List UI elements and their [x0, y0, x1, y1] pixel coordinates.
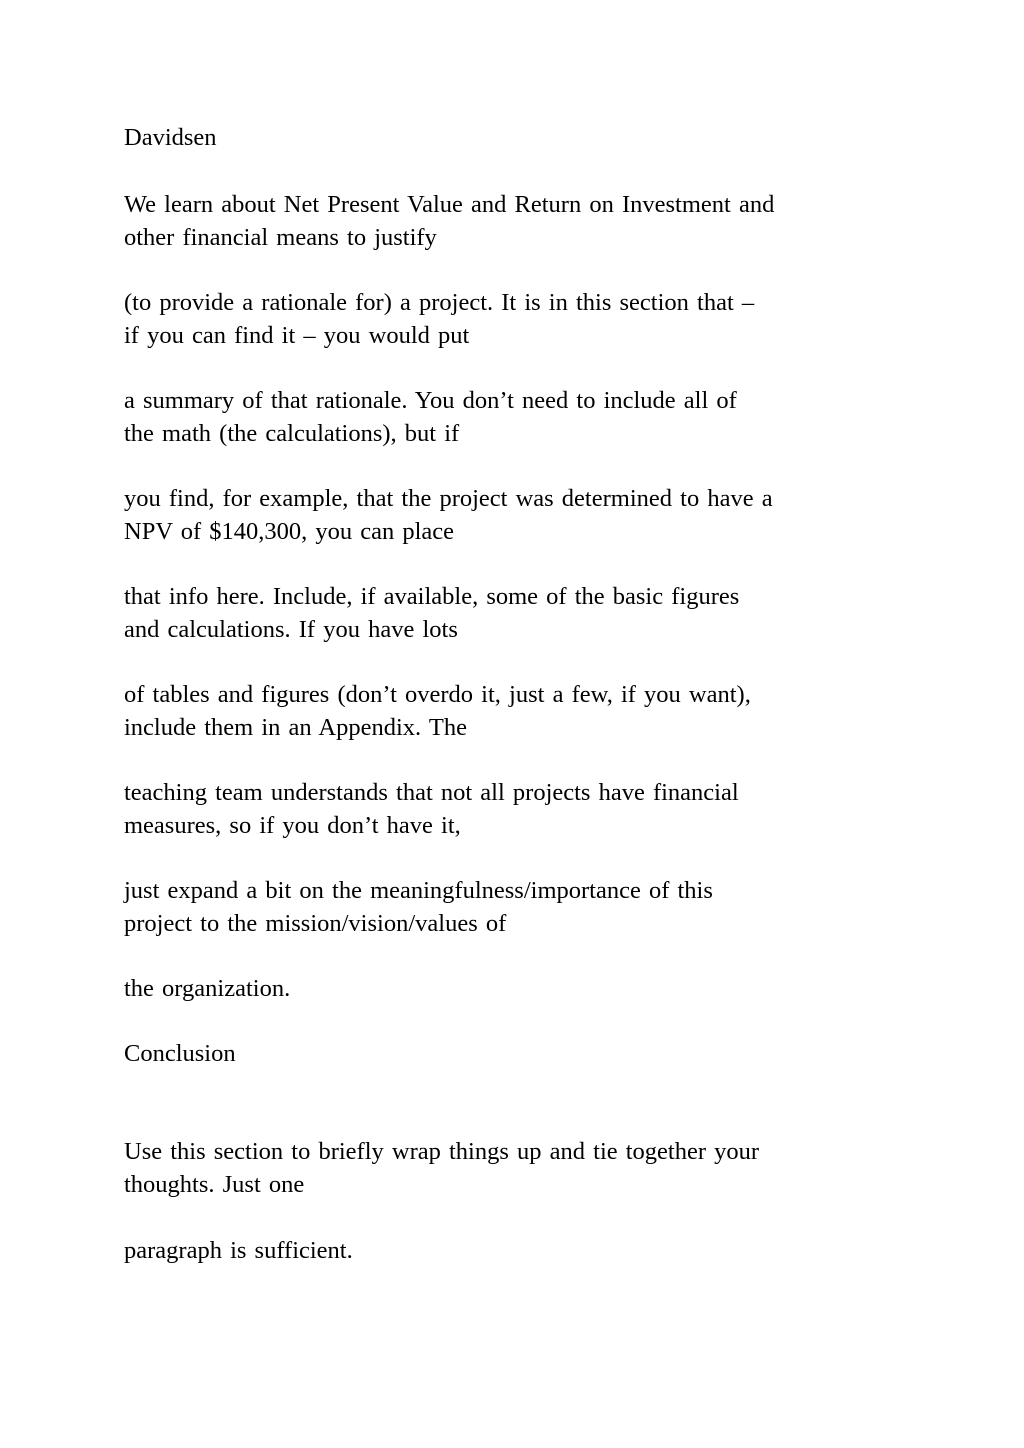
text-line: Use this section to briefly wrap things up and tie together your — [124, 1138, 760, 1165]
paragraph — [124, 1235, 924, 1268]
paragraph — [124, 287, 924, 352]
text-line: you find, for example, that the project was determined to have a — [124, 485, 773, 512]
text-line: paragraph is sufficient. — [124, 1237, 353, 1264]
text-line: thoughts. Just one — [124, 1170, 305, 1198]
paragraph — [124, 679, 924, 744]
text-line: teaching team understands that not all projects have financial — [124, 779, 739, 806]
text-line: and calculations. If you have lots — [124, 615, 458, 643]
text-line: We learn about Net Present Value and Return on Investment and — [124, 191, 775, 218]
text-line: just expand a bit on the meaningfulness/importance of this — [124, 877, 713, 904]
paragraph — [124, 483, 924, 548]
section-heading-conclusion — [124, 1038, 924, 1071]
text-line: NPV of $140,300, you can place — [124, 517, 455, 545]
text-line: (to provide a rationale for) a project. It is in this section that – — [124, 289, 755, 316]
text-line: that info here. Include, if available, some of the basic figures — [124, 583, 740, 610]
paragraph — [124, 1136, 924, 1201]
text-line: project to the mission/vision/values of — [124, 909, 507, 937]
paragraph — [124, 189, 924, 254]
paragraph — [124, 385, 924, 450]
text-line: the math (the calculations), but if — [124, 419, 460, 447]
text-line: Davidsen — [124, 124, 217, 151]
text-line: other financial means to justify — [124, 223, 437, 251]
name-heading — [124, 122, 924, 155]
text-line: Conclusion — [124, 1040, 236, 1067]
text-line: of tables and figures (don’t overdo it, just a few, if you want), — [124, 681, 751, 708]
text-line: if you can find it – you would put — [124, 321, 470, 349]
paragraph — [124, 875, 924, 940]
text-line: a summary of that rationale. You don’t need to include all of — [124, 387, 737, 414]
paragraph — [124, 973, 924, 1006]
text-line: measures, so if you don’t have it, — [124, 811, 461, 839]
text-line: the organization. — [124, 975, 291, 1002]
text-line: include them in an Appendix. The — [124, 713, 467, 741]
paragraph — [124, 777, 924, 842]
paragraph — [124, 581, 924, 646]
